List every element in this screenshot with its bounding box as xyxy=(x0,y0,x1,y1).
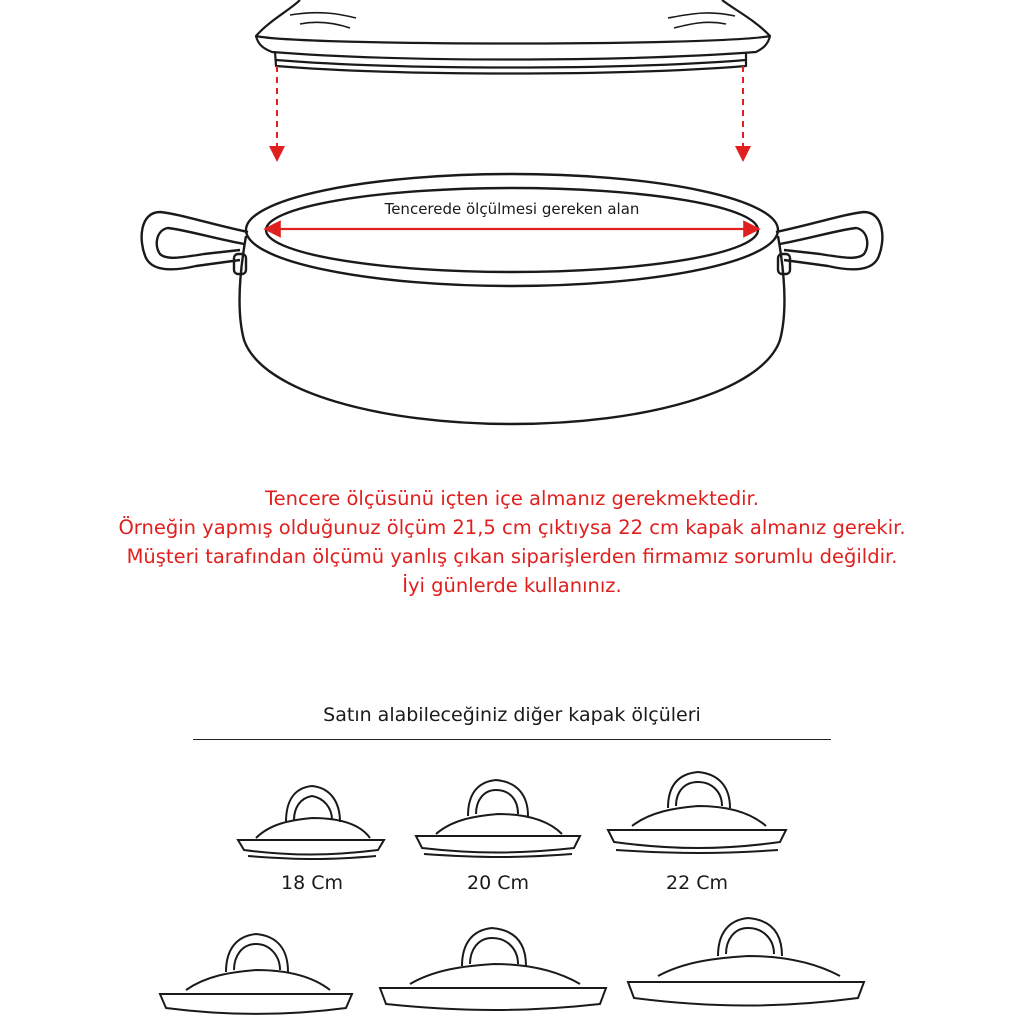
warning-line-2: Örneğin yapmış olduğunuz ölçüm 21,5 cm çıktıysa 22 cm kapak almanız gerekir. xyxy=(118,516,906,539)
title-divider xyxy=(193,739,831,740)
lid-thumbnail-row2-b xyxy=(380,928,606,1010)
lid-thumbnail-20 xyxy=(416,780,580,857)
lid-alignment-arrows xyxy=(277,66,743,154)
warning-line-3: Müşteri tarafından ölçümü yanlış çıkan siparişlerden firmamız sorumlu değildir. xyxy=(126,545,898,568)
top-lid-drawing xyxy=(256,0,770,74)
lid-thumbnail-row2-a xyxy=(160,934,352,1014)
lid-thumbnail-row2-c xyxy=(628,918,864,1006)
size-label-22: 22 Cm xyxy=(666,872,728,894)
lid-thumbnail-22 xyxy=(608,772,786,853)
measurement-warning xyxy=(60,484,964,600)
warning-line-4: İyi günlerde kullanınız. xyxy=(402,574,622,597)
lid-thumbnail-18 xyxy=(238,786,384,859)
size-label-18: 18 Cm xyxy=(281,872,343,894)
measurement-area-label: Tencerede ölçülmesi gereken alan xyxy=(384,200,640,218)
other-sizes-title: Satın alabileceğiniz diğer kapak ölçüleri xyxy=(323,704,701,726)
size-label-20: 20 Cm xyxy=(467,872,529,894)
warning-line-1: Tencere ölçüsünü içten içe almanız gerekmektedir. xyxy=(265,487,759,510)
